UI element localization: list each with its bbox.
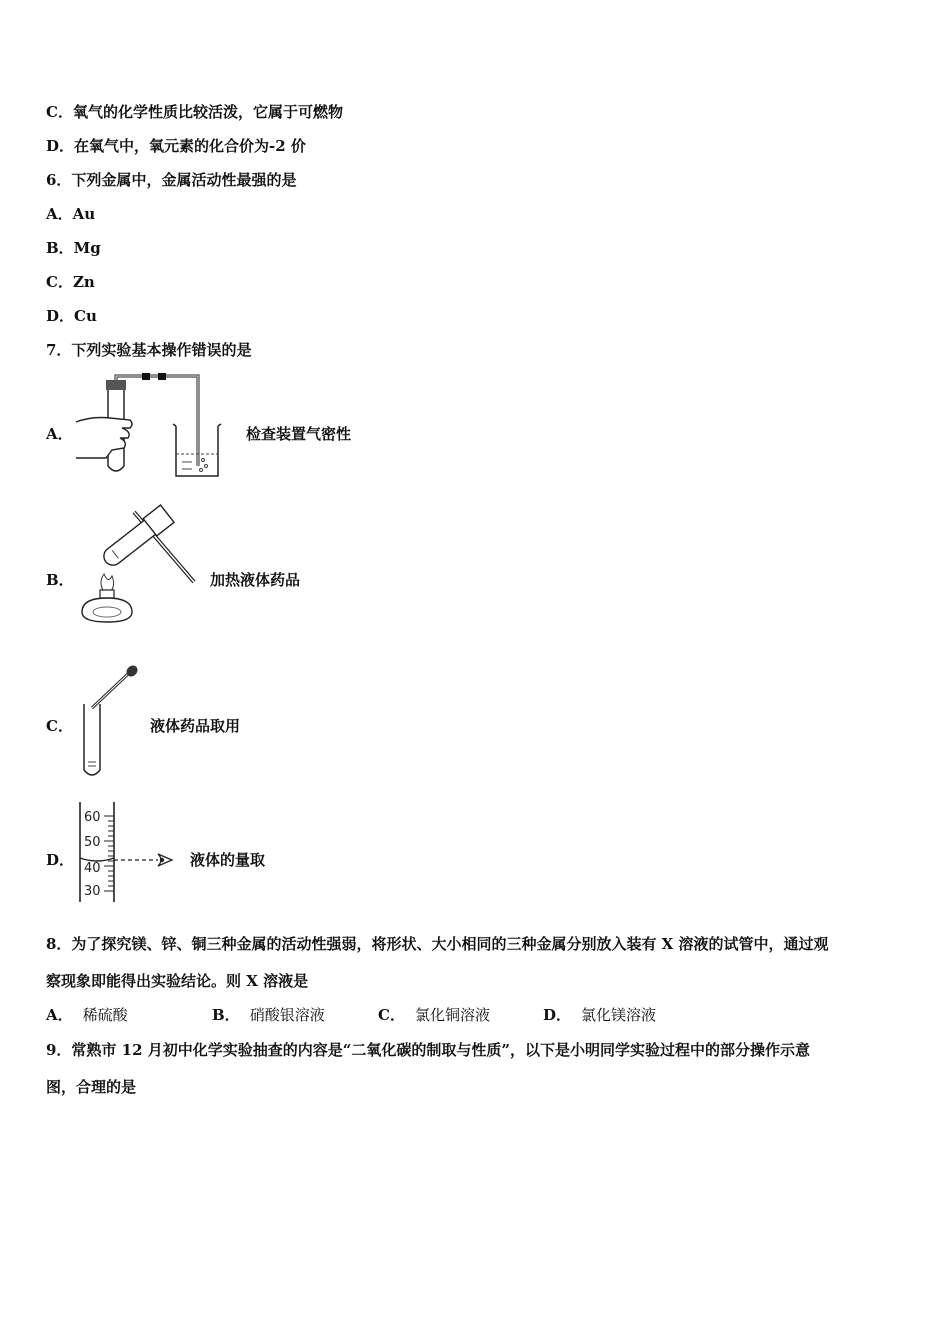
q8-option-a-text: 稀硫酸 bbox=[82, 1006, 128, 1024]
q8-stem-line-2: 察现象即能得出实验结论。则 X 溶液是 bbox=[46, 972, 309, 990]
q6-stem: 6．下列金属中，金属活动性最强的是 bbox=[46, 171, 297, 189]
q6-option-a: A．Au bbox=[46, 205, 96, 223]
q5-option-c: C．氧气的化学性质比较活泼，它属于可燃物 bbox=[46, 103, 343, 121]
q7-stem: 7．下列实验基本操作错误的是 bbox=[46, 341, 252, 359]
q8-option-c-label: C． bbox=[378, 1006, 405, 1024]
cylinder-tick-40: 40 bbox=[84, 861, 101, 876]
q7-option-b-caption: 加热液体药品 bbox=[210, 571, 301, 589]
q7-option-a-label: A． bbox=[46, 425, 73, 443]
q8-option-b bbox=[212, 1005, 325, 1025]
q7-option-c-caption: 液体药品取用 bbox=[150, 717, 241, 735]
q8-option-b-text: 硝酸银溶液 bbox=[249, 1006, 325, 1024]
q6-option-d: D．Cu bbox=[46, 307, 97, 325]
q5-option-d: D．在氧气中，氧元素的化合价为-2 价 bbox=[46, 137, 306, 155]
q7-option-c-label: C． bbox=[46, 717, 73, 735]
q8-option-b-label: B． bbox=[212, 1006, 240, 1024]
q8-option-d-label: D． bbox=[543, 1006, 572, 1024]
q6-option-b: B．Mg bbox=[46, 239, 101, 257]
q8-option-d-text: 氯化镁溶液 bbox=[581, 1006, 657, 1024]
q6-option-c: C．Zn bbox=[46, 273, 95, 291]
dropper-figure bbox=[78, 662, 142, 784]
q8-stem-line-1: 8．为了探究镁、锌、铜三种金属的活动性强弱，将形状、大小相同的三种金属分别放入装有 X 溶液的试管中，通过观 bbox=[46, 935, 829, 953]
heating-liquid-figure bbox=[74, 500, 200, 626]
q8-option-a bbox=[46, 1005, 128, 1025]
q8-option-a-label: A． bbox=[46, 1006, 73, 1024]
q8-option-d bbox=[543, 1005, 656, 1025]
q7-option-a-caption: 检查装置气密性 bbox=[246, 425, 352, 443]
q8-option-c-text: 氯化铜溶液 bbox=[414, 1006, 490, 1024]
q7-option-b-label: B． bbox=[46, 571, 74, 589]
cylinder-tick-50: 50 bbox=[84, 835, 101, 850]
q9-stem-line-2: 图，合理的是 bbox=[46, 1078, 137, 1096]
cylinder-tick-60: 60 bbox=[84, 810, 101, 825]
cylinder-tick-30: 30 bbox=[84, 884, 101, 899]
q7-option-d-label: D． bbox=[46, 851, 75, 869]
q7-option-d-caption: 液体的量取 bbox=[190, 851, 266, 869]
q9-stem-line-1: 9．常熟市 12 月初中化学实验抽查的内容是“二氧化碳的制取与性质”，以下是小明同学实验过程中的部分操作示意 bbox=[46, 1041, 811, 1059]
graduated-cylinder-figure bbox=[74, 800, 180, 904]
q8-option-c bbox=[378, 1005, 490, 1025]
airtightness-check-figure bbox=[72, 370, 232, 480]
